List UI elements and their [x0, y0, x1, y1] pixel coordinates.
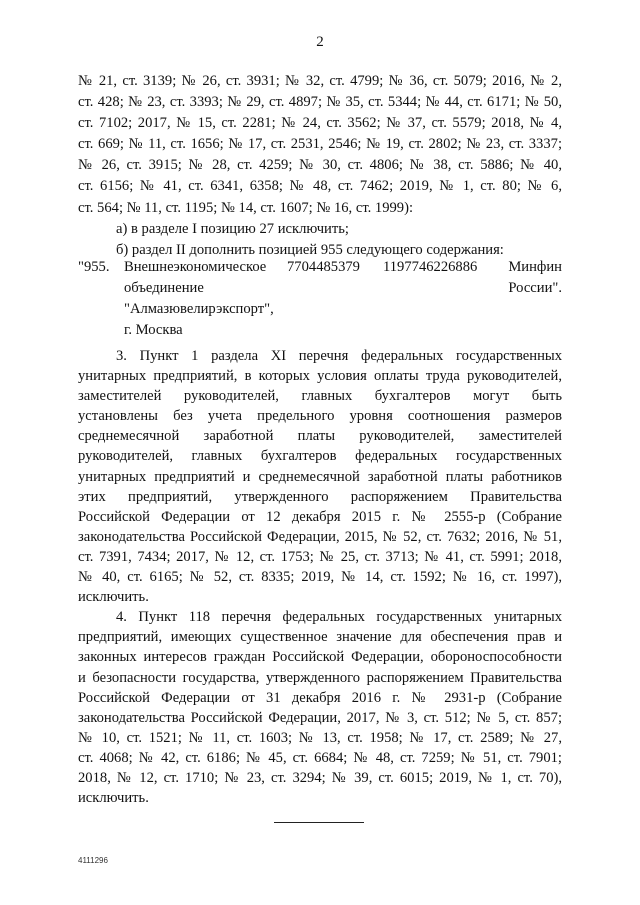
- text-line: ст. 4068; № 42, ст. 6186; № 45, ст. 6684; № 48, ст. 7259; № 51, ст. 7901;: [78, 749, 562, 766]
- text-line: 2018, № 12, ст. 1710; № 23, ст. 3294; № 39, ст. 6015; 2019, № 1, ст. 70),: [78, 769, 562, 786]
- entry-inn: 7704485379: [287, 259, 360, 275]
- text-line: исключить.: [78, 790, 149, 807]
- entry-organization-name: [124, 257, 294, 341]
- ministry-line: Минфин: [508, 259, 562, 275]
- name-line: г. Москва: [124, 322, 183, 338]
- text-line: предприятий, имеющих существенное значение для обеспечения прав и: [78, 629, 562, 646]
- text-line: руководителей, главных бухгалтеров федеральных государственных: [78, 448, 562, 465]
- text-line: законодательства Российской Федерации, 2017, № 3, ст. 512; № 5, ст. 857;: [78, 709, 562, 726]
- text-line: ст. 564; № 11, ст. 1195; № 14, ст. 1607; № 16, ст. 1999):: [78, 199, 413, 216]
- text-line: и безопасности государства, утвержденного распоряжением Правительства: [78, 669, 562, 686]
- ministry-line: России".: [508, 280, 562, 296]
- text-line: ст. 7102; 2017, № 15, ст. 2281; № 24, ст. 3562; № 37, ст. 5579; 2018, № 4,: [78, 115, 562, 132]
- text-line: Российской Федерации от 12 декабря 2015 г. № 2555-р (Собрание: [78, 508, 562, 525]
- paragraph-4: [78, 607, 562, 808]
- text-line: № 10, ст. 1521; № 11, ст. 1603; № 13, ст. 1958; № 17, ст. 2589; № 27,: [78, 729, 562, 746]
- text-line: № 40, ст. 6165; № 52, ст. 8335; 2019, № 14, ст. 1592; № 16, ст. 1997),: [78, 569, 562, 586]
- text-line: исключить.: [78, 589, 149, 606]
- text-line: ст. 7391, 7434; 2017, № 12, ст. 1753; № 25, ст. 3713; № 41, ст. 5991; 2018,: [78, 548, 562, 565]
- text-line: 4. Пункт 118 перечня федеральных государственных унитарных: [116, 609, 562, 626]
- text-line: ст. 428; № 23, ст. 3393; № 29, ст. 4897; № 35, ст. 5344; № 44, ст. 6171; № 50,: [78, 94, 562, 111]
- text-line: № 26, ст. 3915; № 28, ст. 4259; № 30, ст. 4806; № 38, ст. 5886; № 40,: [78, 157, 562, 174]
- name-line: Внешнеэкономическое: [124, 259, 267, 275]
- text-line: законных интересов граждан Российской Федерации, обороноспособности: [78, 649, 562, 666]
- text-line: установлены без учета предельного уровня соотношения размеров: [78, 408, 562, 425]
- text-line: законодательства Российской Федерации, 2015, № 52, ст. 7632; 2016, № 51,: [78, 528, 562, 545]
- entry-ogrn: 1197746226886: [383, 259, 478, 275]
- name-line: объединение: [124, 280, 204, 296]
- name-line: "Алмазювелирэкспорт",: [124, 301, 274, 317]
- closing-divider: [274, 822, 364, 823]
- entry-number: "955.: [78, 259, 110, 275]
- text-line: заместителей руководителей, главных бухгалтеров могут быть: [78, 388, 562, 405]
- item-b: б) раздел II дополнить позицией 955 следующего содержания:: [116, 241, 504, 258]
- text-line: унитарных предприятий, в которых условия оплаты труда руководителей,: [78, 368, 562, 385]
- intro-paragraph: [78, 71, 562, 261]
- paragraphs-3-4: [78, 346, 562, 808]
- text-line: ст. 669; № 11, ст. 1656; № 17, ст. 2531, 2546; № 19, ст. 2802; № 23, ст. 3337;: [78, 136, 562, 153]
- text-line: среднемесячной заработной платы руководителей, заместителей: [78, 428, 562, 445]
- text-line: ст. 6156; № 41, ст. 6341, 6358; № 48, ст. 7462; 2019, № 1, ст. 80; № 6,: [78, 178, 562, 195]
- text-line: № 21, ст. 3139; № 26, ст. 3931; № 32, ст. 4799; № 36, ст. 5079; 2016, № 2,: [78, 73, 562, 89]
- document-code: 4111296: [78, 856, 108, 865]
- page-number: 2: [316, 34, 324, 50]
- text-line: Российской Федерации от 31 декабря 2016 г. № 2931-р (Собрание: [78, 689, 562, 706]
- item-a: а) в разделе I позицию 27 исключить;: [116, 220, 349, 237]
- text-line: этих предприятий, утвержденного распоряжением Правительства: [78, 488, 562, 505]
- paragraph-3: [78, 346, 562, 607]
- text-line: унитарных предприятий и среднемесячной заработной платы работников: [78, 468, 562, 485]
- entry-ministry: [496, 257, 562, 299]
- text-line: 3. Пункт 1 раздела XI перечня федеральных государственных: [116, 348, 562, 364]
